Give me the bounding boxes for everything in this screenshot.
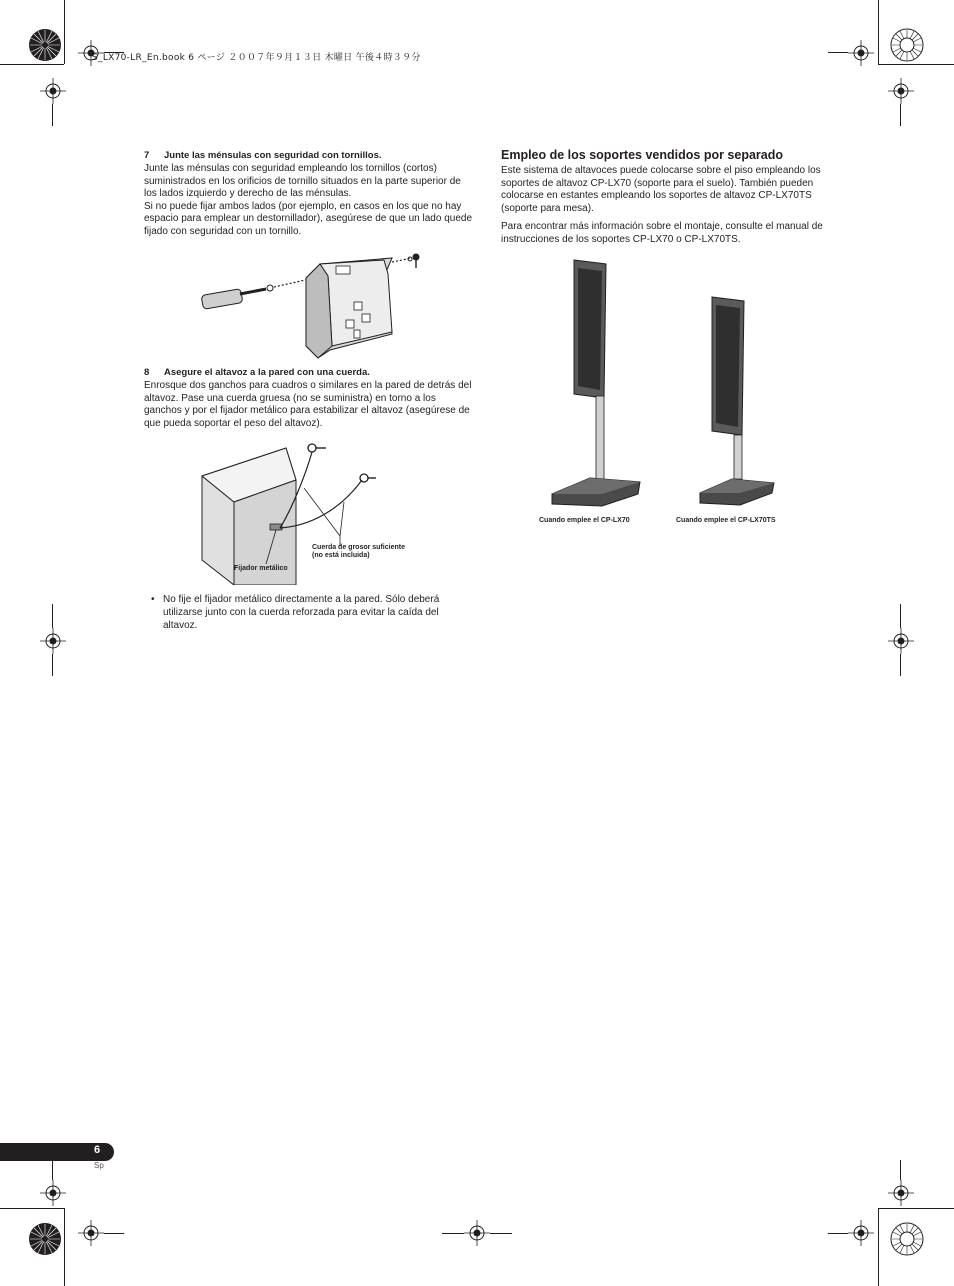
fixture-label: Fijador metálico	[234, 565, 288, 572]
step-number: 7	[144, 150, 150, 161]
crosshair-target-icon	[78, 1220, 104, 1246]
note-text: No fije el fijador metálico directamente a la pared. Sólo deberá utilizarse junto con la cuerda reforzada para evitar la caída del altavoz.	[163, 594, 440, 631]
step-7-body	[144, 163, 474, 239]
step-title-text: Junte las ménsulas con seguridad con tornillos.	[164, 150, 382, 161]
paragraph: Para encontrar más información sobre el montaje, consulte el manual de instrucciones de los soportes CP-LX70 o CP-LX70TS.	[501, 221, 823, 245]
crosshair-target-icon	[464, 1220, 490, 1246]
paragraph: Si no puede fijar ambos lados (por ejemplo, en casos en los que no hay espacio para emplear un destornillador), asegúrese de que un lado quede fijado con seguridad con un tornillo.	[144, 200, 473, 237]
crosshair-target-icon	[40, 628, 66, 654]
step-title-text: Asegure el altavoz a la pared con una cuerda.	[164, 367, 370, 378]
table-stand-caption: Cuando emplee el CP-LX70TS	[676, 517, 776, 524]
crosshair-target-icon	[40, 1180, 66, 1206]
screwdriver-icon	[201, 289, 266, 310]
section-title: Empleo de los soportes vendidos por separado	[501, 148, 784, 162]
crosshair-target-icon	[848, 1220, 874, 1246]
bullet-icon: •	[151, 594, 155, 605]
paragraph: Enrosque dos ganchos para cuadros o similares en la pared de detrás del altavoz. Pase una cuerda gruesa (no se suministra) en torno a los ganchos y por el fijador metálico para estabilizar el altavoz (asegúrese de que pueda soportar el peso del altavoz).	[144, 380, 472, 429]
section-body	[501, 165, 831, 247]
floor-stand-caption: Cuando emplee el CP-LX70	[539, 517, 630, 524]
file-info-header: S_LX70-LR_En.book 6 ページ ２００７年９月１３日 木曜日 午後４時３９分	[92, 53, 421, 63]
cord-label-line-2: (no está incluida)	[312, 552, 370, 559]
registration-wheel-icon	[890, 28, 924, 62]
cord-label-line-1: Cuerda de grosor suficiente	[312, 544, 405, 551]
step-8-body	[144, 380, 474, 430]
cord-label	[312, 544, 405, 560]
note-item	[151, 594, 475, 632]
picture-hook-icon	[308, 444, 326, 452]
paragraph: Este sistema de altavoces puede colocarse sobre el piso empleando los soportes de altavoz CP-LX70 (soporte para el suelo). También pueden colocarse en estantes empleando los soportes de altavoz CP-LX70TS (soporte para mesa).	[501, 165, 821, 214]
registration-wheel-icon	[28, 28, 62, 62]
bracket-screw-illustration	[196, 248, 426, 360]
registration-wheel-icon	[28, 1222, 62, 1256]
paragraph: Junte las ménsulas con seguridad empleando los tornillos (cortos) suministrados en los orificios de tornillo situados en la parte superior de los lados izquierdo y derecho de las ménsulas.	[144, 163, 461, 200]
speaker-cord-illustration	[200, 440, 400, 585]
picture-hook-icon	[360, 474, 376, 482]
floor-stand-illustration	[550, 258, 642, 508]
bracket-icon	[306, 258, 392, 358]
registration-wheel-icon	[890, 1222, 924, 1256]
language-code: Sp	[94, 1161, 104, 1170]
step-number: 8	[144, 367, 150, 378]
table-stand-illustration	[698, 295, 776, 507]
crosshair-target-icon	[888, 78, 914, 104]
crosshair-target-icon	[888, 1180, 914, 1206]
step-7-title	[144, 150, 382, 161]
crosshair-target-icon	[40, 78, 66, 104]
page-number: 6	[94, 1144, 101, 1156]
crosshair-target-icon	[888, 628, 914, 654]
crosshair-target-icon	[848, 40, 874, 66]
step-8-title	[144, 367, 370, 378]
